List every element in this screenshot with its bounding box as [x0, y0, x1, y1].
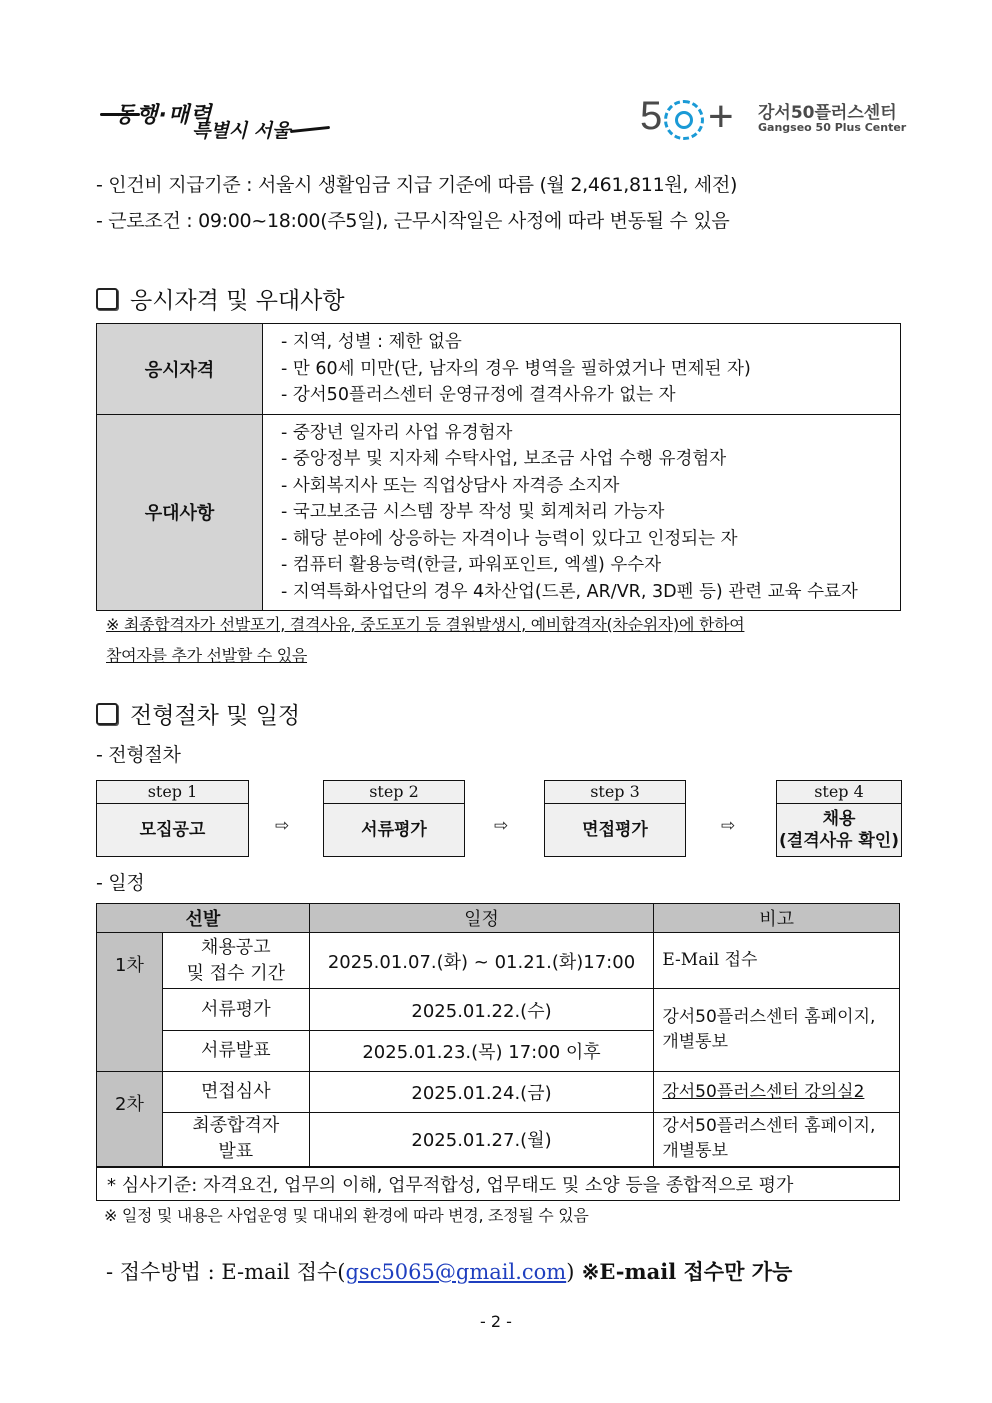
right-arrow-icon: ⇨: [494, 816, 509, 836]
step-name: 서류평가: [361, 819, 427, 840]
eligibility-list: [263, 324, 901, 415]
schedule-note-line1: 강서50플러스센터 홈페이지,: [662, 1007, 876, 1027]
qualifications-table: [96, 323, 901, 611]
section-title-procedure: [96, 697, 300, 730]
table-row: [97, 324, 901, 415]
schedule-item: [162, 1113, 309, 1167]
additional-selection-note-line1: ※ 최종합격자가 선발포기, 결격사유, 중도포기 등 결원발생시, 예비합격자(차순위자)에 한하여: [106, 615, 745, 634]
logo-ring-inner-icon: [675, 111, 693, 129]
step-label: step 1: [97, 781, 248, 804]
logo-swoosh: [290, 126, 330, 133]
procedure-label: - 전형절차: [96, 744, 181, 766]
step-2-box: [323, 780, 465, 857]
right-arrow-icon: ⇨: [275, 816, 290, 836]
table-header-row: [97, 904, 900, 933]
schedule-table: [96, 903, 900, 1201]
list-item: - 사회복지사 또는 직업상담사 자격증 소지자: [281, 475, 620, 496]
step-name: 면접평가: [582, 819, 648, 840]
table-row: [97, 989, 900, 1031]
row-header-eligibility: 응시자격: [97, 324, 263, 415]
step-3-box: [544, 780, 686, 857]
right-arrow-icon: ⇨: [721, 816, 736, 836]
step-name: 모집공고: [139, 819, 206, 840]
schedule-item-line1: 채용공고: [201, 936, 271, 958]
round-1: 1차: [97, 933, 163, 1072]
application-suffix: ): [566, 1260, 575, 1284]
section-title-text: 응시자격 및 우대사항: [130, 288, 345, 314]
seoul-logo-line2: 특별시 서울: [192, 120, 291, 142]
application-method: [106, 1256, 792, 1286]
email-link[interactable]: gsc5065@gmail.com: [345, 1260, 567, 1284]
step-1-box: [96, 780, 249, 857]
step-label: step 2: [324, 781, 464, 804]
step-4-box: [776, 780, 902, 857]
header-remarks: 비고: [654, 904, 900, 933]
seoul-logo-line1: 동행·매력: [114, 103, 213, 128]
evaluation-criteria: * 심사기준: 자격요건, 업무의 이해, 업무적합성, 업무태도 및 소양 등을 종합적으로 평가: [97, 1167, 900, 1201]
preferences-list: [263, 414, 901, 611]
checkbox-icon: [96, 703, 118, 725]
checkbox-icon: [96, 288, 118, 310]
round-2: 2차: [97, 1072, 163, 1167]
schedule-note: [654, 1072, 900, 1113]
list-item: - 만 60세 미만(단, 남자의 경우 병역을 필하였거나 면제된 자): [281, 358, 751, 379]
list-item: - 국고보조금 시스템 장부 작성 및 회계처리 가능자: [281, 502, 665, 522]
schedule-date: 2025.01.24.(금): [309, 1072, 654, 1113]
row-header-preferences: 우대사항: [97, 414, 263, 611]
schedule-item: 면접심사: [162, 1072, 309, 1113]
schedule-date: 2025.01.22.(수): [309, 989, 654, 1031]
table-row: [97, 933, 900, 989]
step-label: step 3: [545, 781, 685, 804]
schedule-item: 서류평가: [162, 989, 309, 1031]
schedule-note-line2: 개별통보: [662, 1141, 729, 1162]
schedule-item-line2: 발표: [218, 1141, 254, 1163]
schedule-item: 서류발표: [162, 1031, 309, 1072]
list-item: - 중장년 일자리 사업 유경험자: [281, 422, 513, 443]
schedule-date: 2025.01.23.(목) 17:00 이후: [309, 1031, 654, 1072]
working-conditions-line: - 근로조건 : 09:00~18:00(주5일), 근무시작일은 사정에 따라 변동될 수 있음: [96, 210, 730, 232]
table-footer-row: [97, 1167, 900, 1201]
schedule-label: - 일정: [96, 872, 145, 894]
schedule-note: E-Mail 접수: [654, 933, 900, 989]
schedule-note: [654, 1113, 900, 1167]
list-item: - 지역, 성별 : 제한 없음: [281, 332, 462, 352]
list-item: - 중앙정부 및 지자체 수탁사업, 보조금 사업 수행 유경험자: [281, 449, 727, 469]
table-row: [97, 1072, 900, 1113]
logo-name-en: Gangseo 50 Plus Center: [758, 121, 907, 134]
gangseo-50-plus-logo: [640, 92, 910, 144]
schedule-item-line2: 및 접수 기간: [186, 962, 285, 984]
list-item: - 지역특화사업단의 경우 4차산업(드론, AR/VR, 3D펜 등) 관련 교육 수료자: [281, 581, 858, 602]
logo-digit: 5: [640, 94, 663, 138]
schedule-note-line1: 강서50플러스센터 홈페이지,: [662, 1116, 876, 1137]
additional-selection-note-line2: 참여자를 추가 선발할 수 있음: [106, 646, 308, 665]
schedule-change-note: ※ 일정 및 내용은 사업운영 및 대내외 환경에 따라 변경, 조정될 수 있음: [104, 1206, 589, 1225]
header-selection: 선발: [97, 904, 310, 933]
step-label: step 4: [777, 781, 901, 804]
salary-standard-line: - 인건비 지급기준 : 서울시 생활임금 지급 기준에 따름 (월 2,461,811원, 세전): [96, 174, 738, 196]
list-item: - 강서50플러스센터 운영규정에 결격사유가 없는 자: [281, 385, 676, 405]
schedule-item-line1: 최종합격자: [192, 1115, 280, 1137]
list-item: - 컴퓨터 활용능력(한글, 파워포인트, 엑셀) 우수자: [281, 555, 662, 575]
table-row: [97, 1113, 900, 1167]
email-only-emphasis: ※E-mail 접수만 가능: [574, 1259, 793, 1284]
schedule-note-line2: 개별통보: [662, 1032, 729, 1052]
schedule-note: [654, 989, 900, 1072]
header-schedule: 일정: [309, 904, 654, 933]
schedule-note-underlined: 강서50플러스센터 강의실2: [662, 1081, 865, 1102]
list-item: - 해당 분야에 상응하는 자격이나 능력이 있다고 인정되는 자: [281, 528, 738, 549]
step-name: [777, 804, 901, 855]
logo-plus-icon: +: [708, 92, 734, 141]
section-title-text: 전형절차 및 일정: [130, 703, 301, 729]
table-row: [97, 414, 901, 611]
application-prefix: - 접수방법 : E-mail 접수(: [106, 1260, 346, 1284]
step-name-line1: 채용: [822, 808, 856, 829]
schedule-date: 2025.01.07.(화) ~ 01.21.(화)17:00: [309, 933, 654, 989]
seoul-logo: [100, 98, 340, 142]
logo-name-kr: 강서50플러스센터: [758, 103, 897, 123]
schedule-item: [162, 933, 309, 989]
schedule-date: 2025.01.27.(월): [309, 1113, 654, 1167]
page-number: - 2 -: [480, 1312, 512, 1331]
step-name-line2: (결격사유 확인): [779, 830, 899, 851]
section-title-qualifications: [96, 282, 345, 315]
